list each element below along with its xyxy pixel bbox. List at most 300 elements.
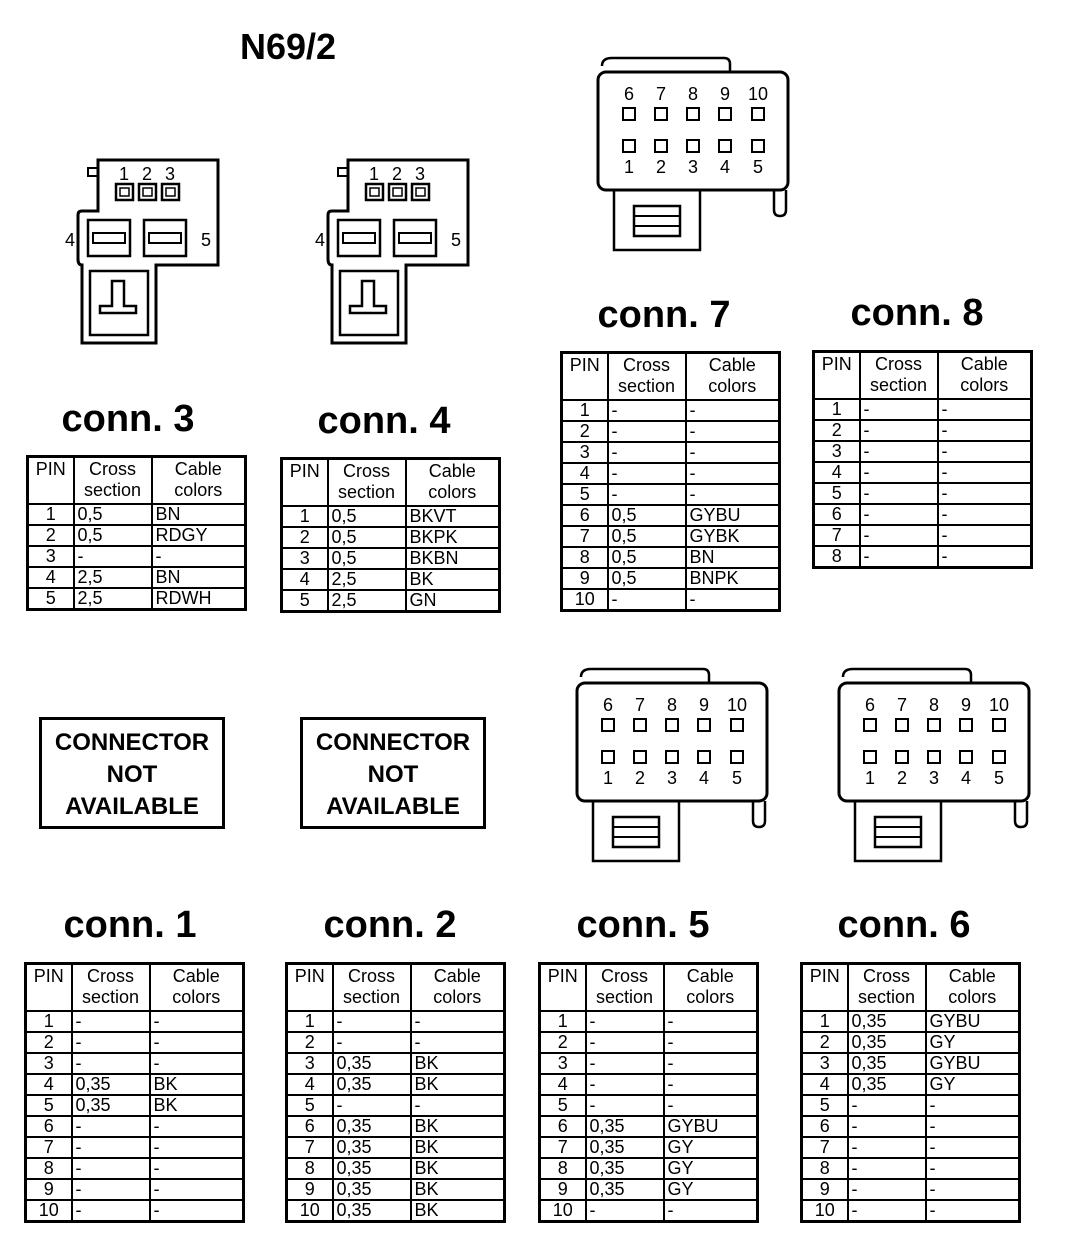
table-row: [540, 1011, 758, 1032]
locking-window: [614, 190, 700, 250]
cable-color-cell: RDWH: [152, 588, 246, 610]
conn6-title: conn. 6: [837, 904, 971, 946]
cable-color-cell: BN: [686, 547, 780, 568]
cross-section-cell: -: [608, 400, 686, 421]
pin-square-inner: [143, 188, 152, 196]
table-row: [540, 1137, 758, 1158]
table-row: [26, 1137, 244, 1158]
cable-color-cell: -: [938, 399, 1032, 420]
cable-color-cell: GN: [406, 590, 500, 612]
cable-color-cell: -: [411, 1011, 505, 1032]
cross-section-cell: 0,35: [586, 1116, 664, 1137]
table-row: [540, 1200, 758, 1222]
latch-tab: [774, 190, 786, 216]
header-cable-colors: Cable colors: [926, 964, 1020, 1012]
pin-cell: 2: [540, 1032, 586, 1053]
table-row: [562, 421, 780, 442]
table-row: [287, 1032, 505, 1053]
conn4-table: [280, 457, 501, 613]
cross-section-cell: 0,35: [586, 1179, 664, 1200]
cable-color-cell: -: [150, 1116, 244, 1137]
table-row: [562, 484, 780, 505]
pin-square-inner: [416, 188, 425, 196]
cable-color-cell: GYBU: [926, 1011, 1020, 1032]
table-row: [26, 1074, 244, 1095]
header-pin: PIN: [814, 352, 860, 400]
table-row: [802, 1179, 1020, 1200]
cross-section-cell: 2,5: [328, 569, 406, 590]
cross-section-cell: -: [848, 1116, 926, 1137]
cross-section-cell: 0,5: [74, 504, 152, 525]
pin-cell: 2: [287, 1032, 333, 1053]
pin-cell: 10: [802, 1200, 848, 1222]
pin-square-inner: [393, 188, 402, 196]
table-row: [802, 1158, 1020, 1179]
lock-lever: [350, 281, 386, 313]
table-row: [282, 506, 500, 527]
cable-color-cell: -: [938, 420, 1032, 441]
pin-cell: 5: [26, 1095, 72, 1116]
pin-cell: 10: [26, 1200, 72, 1222]
pin-cell: 4: [28, 567, 74, 588]
conn1-not-available: [39, 717, 225, 829]
pin-label: 4: [698, 768, 710, 788]
pin-label: 1: [623, 157, 635, 177]
na-line-1: CONNECTOR: [54, 729, 210, 756]
cross-section-cell: -: [74, 546, 152, 567]
pin-cell: 9: [287, 1179, 333, 1200]
conn2-title: conn. 2: [323, 904, 457, 946]
header-cross-section: Cross section: [74, 457, 152, 505]
cable-color-cell: -: [150, 1179, 244, 1200]
table-row: [562, 568, 780, 589]
cross-section-cell: 2,5: [74, 588, 152, 610]
cross-section-cell: -: [860, 441, 938, 462]
pin-cell: 1: [802, 1011, 848, 1032]
cable-color-cell: -: [926, 1179, 1020, 1200]
cable-color-cell: -: [411, 1032, 505, 1053]
cross-section-cell: -: [333, 1011, 411, 1032]
pin-label: 3: [666, 768, 678, 788]
cable-color-cell: -: [926, 1116, 1020, 1137]
table-row: [26, 1200, 244, 1222]
cable-color-cell: -: [664, 1032, 758, 1053]
conn2-not-available: [300, 717, 486, 829]
table-row: [814, 525, 1032, 546]
table-row: [562, 463, 780, 484]
conn7-title: conn. 7: [597, 294, 731, 336]
cable-color-cell: BK: [411, 1053, 505, 1074]
cross-section-cell: -: [333, 1032, 411, 1053]
cable-color-cell: BKPK: [406, 527, 500, 548]
cable-color-cell: BKBN: [406, 548, 500, 569]
power-pin-contact: [149, 233, 181, 243]
header-pin: PIN: [802, 964, 848, 1012]
latch-tab: [753, 801, 765, 827]
table-header-row: [562, 353, 780, 401]
pin-cell: 5: [287, 1095, 333, 1116]
pin-cell: 1: [814, 399, 860, 420]
pin-square: [139, 184, 156, 200]
cross-section-cell: 0,35: [72, 1074, 150, 1095]
pin-square: [116, 184, 133, 200]
pin-cell: 1: [287, 1011, 333, 1032]
header-cross-section: Cross section: [72, 964, 150, 1012]
table-row: [802, 1011, 1020, 1032]
header-cross-section: Cross section: [860, 352, 938, 400]
cable-color-cell: BK: [411, 1179, 505, 1200]
header-cross-section: Cross section: [608, 353, 686, 401]
cross-section-cell: -: [72, 1053, 150, 1074]
power-pin-contact: [399, 233, 431, 243]
table-row: [814, 546, 1032, 568]
pin-cell: 9: [802, 1179, 848, 1200]
pin-label: 10: [726, 695, 748, 715]
table-row: [287, 1053, 505, 1074]
cross-section-cell: -: [72, 1116, 150, 1137]
header-pin: PIN: [28, 457, 74, 505]
cross-section-cell: 0,5: [608, 547, 686, 568]
pin-cell: 6: [26, 1116, 72, 1137]
conn2-table: [285, 962, 506, 1223]
lock-lever: [875, 817, 921, 847]
pin-cell: 4: [287, 1074, 333, 1095]
conn7-drawing: [592, 56, 792, 256]
cross-section-cell: 0,35: [586, 1158, 664, 1179]
cross-section-cell: -: [586, 1095, 664, 1116]
pin-cell: 5: [802, 1095, 848, 1116]
cross-section-cell: -: [860, 483, 938, 504]
cross-section-cell: 0,35: [333, 1200, 411, 1222]
table-row: [26, 1179, 244, 1200]
cross-section-cell: -: [72, 1200, 150, 1222]
table-row: [814, 462, 1032, 483]
table-row: [26, 1053, 244, 1074]
cable-color-cell: -: [926, 1200, 1020, 1222]
header-cable-colors: Cable colors: [411, 964, 505, 1012]
cross-section-cell: -: [860, 504, 938, 525]
cross-section-cell: -: [860, 525, 938, 546]
pin-cell: 4: [26, 1074, 72, 1095]
cable-color-cell: -: [686, 484, 780, 505]
header-pin: PIN: [562, 353, 608, 401]
pin-label: 3: [164, 164, 176, 184]
conn6-table: [800, 962, 1021, 1223]
table-row: [814, 483, 1032, 504]
table-row: [802, 1074, 1020, 1095]
cross-section-cell: -: [72, 1032, 150, 1053]
cross-section-cell: 0,35: [333, 1179, 411, 1200]
pin-cell: 6: [814, 504, 860, 525]
pin-cell: 2: [814, 420, 860, 441]
table-row: [562, 442, 780, 463]
conn8-title: conn. 8: [850, 292, 984, 334]
table-row: [814, 420, 1032, 441]
cable-color-cell: -: [938, 504, 1032, 525]
header-cable-colors: Cable colors: [152, 457, 246, 505]
pin-label: 1: [368, 164, 380, 184]
cable-color-cell: -: [938, 546, 1032, 568]
table-row: [562, 589, 780, 611]
table-row: [26, 1116, 244, 1137]
cable-color-cell: GY: [664, 1158, 758, 1179]
cable-color-cell: BK: [411, 1074, 505, 1095]
cable-color-cell: -: [938, 441, 1032, 462]
pin-cell: 4: [540, 1074, 586, 1095]
pin-label: 10: [747, 84, 769, 104]
header-cross-section: Cross section: [328, 459, 406, 507]
pin-label: 2: [391, 164, 403, 184]
pin-label: 5: [731, 768, 743, 788]
pin-cell: 1: [282, 506, 328, 527]
pin-cell: 3: [282, 548, 328, 569]
cross-section-cell: 0,35: [72, 1095, 150, 1116]
pin-cell: 1: [26, 1011, 72, 1032]
cable-color-cell: BN: [152, 504, 246, 525]
cable-color-cell: -: [664, 1095, 758, 1116]
header-cable-colors: Cable colors: [150, 964, 244, 1012]
pin-cell: 7: [287, 1137, 333, 1158]
cross-section-cell: 0,35: [333, 1053, 411, 1074]
lock-lever: [613, 817, 659, 847]
cross-section-cell: -: [72, 1137, 150, 1158]
pin-label: 3: [687, 157, 699, 177]
pin-label: 9: [960, 695, 972, 715]
table-row: [26, 1011, 244, 1032]
table-row: [540, 1074, 758, 1095]
table-row: [28, 567, 246, 588]
pin-label: 4: [64, 230, 76, 250]
pin-cell: 6: [562, 505, 608, 526]
cross-section-cell: -: [848, 1179, 926, 1200]
lock-lever: [100, 281, 136, 313]
cross-section-cell: -: [608, 484, 686, 505]
cable-color-cell: -: [686, 400, 780, 421]
pin-cell: 10: [562, 589, 608, 611]
cable-color-cell: -: [664, 1053, 758, 1074]
housing-top-rim: [602, 58, 730, 72]
pin-label: 3: [928, 768, 940, 788]
header-pin: PIN: [540, 964, 586, 1012]
cross-section-cell: -: [72, 1179, 150, 1200]
cross-section-cell: -: [860, 462, 938, 483]
conn7-table: [560, 351, 781, 612]
cable-color-cell: GY: [926, 1074, 1020, 1095]
pin-label: 8: [928, 695, 940, 715]
cable-color-cell: BN: [152, 567, 246, 588]
table-header-row: [287, 964, 505, 1012]
header-cross-section: Cross section: [848, 964, 926, 1012]
table-row: [540, 1179, 758, 1200]
table-row: [814, 399, 1032, 420]
cable-color-cell: -: [150, 1011, 244, 1032]
cross-section-cell: -: [72, 1011, 150, 1032]
pin-cell: 1: [540, 1011, 586, 1032]
table-row: [287, 1179, 505, 1200]
cross-section-cell: 0,35: [848, 1011, 926, 1032]
cross-section-cell: -: [608, 463, 686, 484]
pin-cell: 4: [562, 463, 608, 484]
conn6-drawing: [833, 667, 1033, 867]
cable-color-cell: GYBU: [926, 1053, 1020, 1074]
header-pin: PIN: [282, 459, 328, 507]
cable-color-cell: -: [686, 589, 780, 611]
cross-section-cell: 0,35: [848, 1053, 926, 1074]
header-cross-section: Cross section: [333, 964, 411, 1012]
cable-color-cell: -: [926, 1137, 1020, 1158]
pin-cell: 10: [540, 1200, 586, 1222]
pin-square-inner: [370, 188, 379, 196]
pin-cell: 8: [540, 1158, 586, 1179]
conn5-drawing: [571, 667, 771, 867]
table-row: [287, 1200, 505, 1222]
table-row: [562, 526, 780, 547]
pin-cell: 7: [814, 525, 860, 546]
cross-section-cell: 0,35: [333, 1074, 411, 1095]
table-row: [540, 1032, 758, 1053]
cable-color-cell: GY: [664, 1179, 758, 1200]
cross-section-cell: 0,5: [328, 548, 406, 569]
table-row: [540, 1116, 758, 1137]
table-row: [28, 546, 246, 567]
table-row: [26, 1095, 244, 1116]
cross-section-cell: 0,5: [608, 568, 686, 589]
pin-square: [162, 184, 179, 200]
conn3-table: [26, 455, 247, 611]
cable-color-cell: -: [150, 1158, 244, 1179]
pin-label: 7: [634, 695, 646, 715]
cable-color-cell: -: [664, 1011, 758, 1032]
pin-cell: 3: [814, 441, 860, 462]
cable-color-cell: -: [686, 442, 780, 463]
cable-color-cell: GYBU: [664, 1116, 758, 1137]
pin-cell: 9: [540, 1179, 586, 1200]
cable-color-cell: BNPK: [686, 568, 780, 589]
table-row: [540, 1095, 758, 1116]
latch-tab: [1015, 801, 1027, 827]
pin-cell: 8: [814, 546, 860, 568]
table-row: [282, 527, 500, 548]
pin-cell: 3: [540, 1053, 586, 1074]
cross-section-cell: -: [586, 1032, 664, 1053]
pin-cell: 6: [287, 1116, 333, 1137]
cable-color-cell: BK: [411, 1200, 505, 1222]
cable-color-cell: -: [938, 525, 1032, 546]
pin-label: 7: [655, 84, 667, 104]
pin-cell: 3: [28, 546, 74, 567]
power-pin-slot: [338, 220, 380, 256]
cross-section-cell: -: [586, 1200, 664, 1222]
pin-label: 4: [960, 768, 972, 788]
pin-label: 8: [666, 695, 678, 715]
table-row: [814, 441, 1032, 462]
pin-cell: 2: [28, 525, 74, 546]
header-pin: PIN: [287, 964, 333, 1012]
cross-section-cell: 0,35: [333, 1116, 411, 1137]
pin-cell: 3: [287, 1053, 333, 1074]
cross-section-cell: -: [608, 442, 686, 463]
pin-label: 5: [200, 230, 212, 250]
pin-label: 2: [655, 157, 667, 177]
cross-section-cell: -: [72, 1158, 150, 1179]
cable-color-cell: -: [686, 421, 780, 442]
pin-square: [412, 184, 429, 200]
pin-label: 9: [719, 84, 731, 104]
header-pin: PIN: [26, 964, 72, 1012]
cross-section-cell: -: [586, 1011, 664, 1032]
table-row: [26, 1032, 244, 1053]
cable-color-cell: -: [686, 463, 780, 484]
pin-label: 2: [141, 164, 153, 184]
table-row: [802, 1116, 1020, 1137]
locking-window: [593, 801, 679, 861]
power-pin-contact: [93, 233, 125, 243]
cross-section-cell: 0,35: [333, 1158, 411, 1179]
cable-color-cell: GYBU: [686, 505, 780, 526]
pin-cell: 8: [802, 1158, 848, 1179]
table-row: [287, 1116, 505, 1137]
cable-color-cell: BK: [406, 569, 500, 590]
na-line-3: AVAILABLE: [65, 793, 199, 820]
pin-label: 6: [602, 695, 614, 715]
pin-square-inner: [166, 188, 175, 196]
cable-color-cell: BK: [411, 1116, 505, 1137]
cable-color-cell: RDGY: [152, 525, 246, 546]
table-row: [562, 505, 780, 526]
table-row: [28, 525, 246, 546]
pin-label: 8: [687, 84, 699, 104]
cross-section-cell: -: [848, 1095, 926, 1116]
table-row: [28, 588, 246, 610]
conn5-table: [538, 962, 759, 1223]
cross-section-cell: 0,5: [74, 525, 152, 546]
cross-section-cell: -: [586, 1074, 664, 1095]
cross-section-cell: 0,5: [608, 505, 686, 526]
pin-cell: 1: [28, 504, 74, 525]
table-row: [28, 504, 246, 525]
page-title: N69/2: [240, 26, 337, 67]
pin-square: [366, 184, 383, 200]
pin-cell: 2: [802, 1032, 848, 1053]
na-line-2: NOT: [367, 761, 419, 788]
cable-color-cell: -: [152, 546, 246, 567]
pin-label: 10: [988, 695, 1010, 715]
pin-cell: 2: [26, 1032, 72, 1053]
cross-section-cell: -: [848, 1200, 926, 1222]
table-row: [287, 1095, 505, 1116]
pin-square-inner: [120, 188, 129, 196]
power-pin-contact: [343, 233, 375, 243]
table-row: [802, 1053, 1020, 1074]
table-header-row: [814, 352, 1032, 400]
pin-cell: 7: [540, 1137, 586, 1158]
conn5-title: conn. 5: [576, 904, 710, 946]
pin-label: 9: [698, 695, 710, 715]
pin-label: 1: [602, 768, 614, 788]
pin-label: 6: [623, 84, 635, 104]
cross-section-cell: -: [848, 1158, 926, 1179]
pin-cell: 4: [282, 569, 328, 590]
cross-section-cell: -: [586, 1053, 664, 1074]
table-row: [540, 1053, 758, 1074]
power-pin-slot: [144, 220, 186, 256]
pin-label: 2: [634, 768, 646, 788]
cross-section-cell: -: [860, 399, 938, 420]
power-pin-slot: [88, 220, 130, 256]
pin-label: 1: [118, 164, 130, 184]
conn1-table: [24, 962, 245, 1223]
pin-label: 7: [896, 695, 908, 715]
